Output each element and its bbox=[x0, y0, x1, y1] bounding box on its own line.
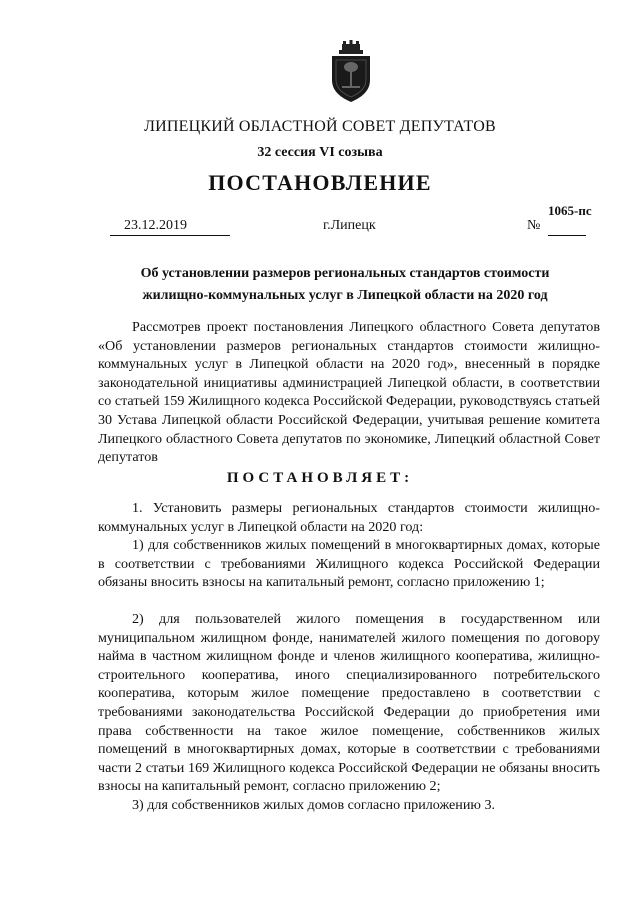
item-1-1-paragraph: 1) для собственников жилых помещений в многоквартирных домах, которые в соответствии с требованиями Жилищного кодекса Российской Федерации обязаны вносить взносы на капитальный ремонт, согласно приложению 1; bbox=[98, 537, 600, 591]
number-underline bbox=[548, 235, 586, 236]
document-date: 23.12.2019 bbox=[124, 218, 187, 233]
document-date-field bbox=[110, 218, 230, 236]
item-1-paragraph: 1. Установить размеры региональных стандартов стоимости жилищно-коммунальных услуг в Липецкой области на 2020 год: bbox=[98, 500, 600, 535]
item-1-2-paragraph: 2) для пользователей жилого помещения в государственном или муниципальном жилищном фонде, нанимателей жилого помещения по договору найма в частном жилищном фонде и членов жилищного кооператива, жилищно-строительного кооператива, иного специализированного потребительского кооператива, которым жилое помещение предоставлено в соответствии с требованиями законодательства Российской Федерации до приобретения ими права собственности на такое жилое помещение, собственников жилых помещений в многоквартирных домах, которые в соответствии с требованиями части 2 статьи 169 Жилищного кодекса Российской Федерации не обязаны вносить взносы на капитальный ремонт, согласно приложению 2; bbox=[98, 611, 600, 795]
number-sign: № bbox=[527, 218, 541, 233]
document-number: 1065-пс bbox=[548, 203, 592, 218]
subject-line-2: жилищно-коммунальных услуг в Липецкой области на 2020 год bbox=[142, 288, 548, 303]
preamble-paragraph: Рассмотрев проект постановления Липецкого областного Совета депутатов «Об установлении размеров региональных стандартов стоимости жилищно-коммунальных услуг в Липецкой области на 2020 год», внесенный в порядке законодательной инициативы администрацией Липецкой области, в соответствии со статьей 159 Жилищного кодекса Российской Федерации, руководствуясь статьей 30 Устава Липецкой области Российской Федерации, учитывая решение комитета Липецкого областного Совета депутатов по экономике, Липецкий областной Совет депутатов bbox=[98, 319, 600, 466]
document-type-title: ПОСТАНОВЛЕНИЕ bbox=[208, 170, 432, 195]
session-label: 32 сессия VI созыва bbox=[257, 145, 383, 160]
item-1-3-paragraph: 3) для собственников жилых домов согласно приложению 3. bbox=[132, 797, 496, 813]
council-name: ЛИПЕЦКИЙ ОБЛАСТНОЙ СОВЕТ ДЕПУТАТОВ bbox=[144, 118, 496, 135]
document-city: г.Липецк bbox=[323, 218, 376, 233]
decides-heading: ПОСТАНОВЛЯЕТ: bbox=[226, 470, 414, 486]
document-subject bbox=[120, 263, 570, 307]
subject-line-1: Об установлении размеров региональных стандартов стоимости bbox=[140, 266, 550, 281]
coat-of-arms-emblem bbox=[326, 40, 376, 104]
